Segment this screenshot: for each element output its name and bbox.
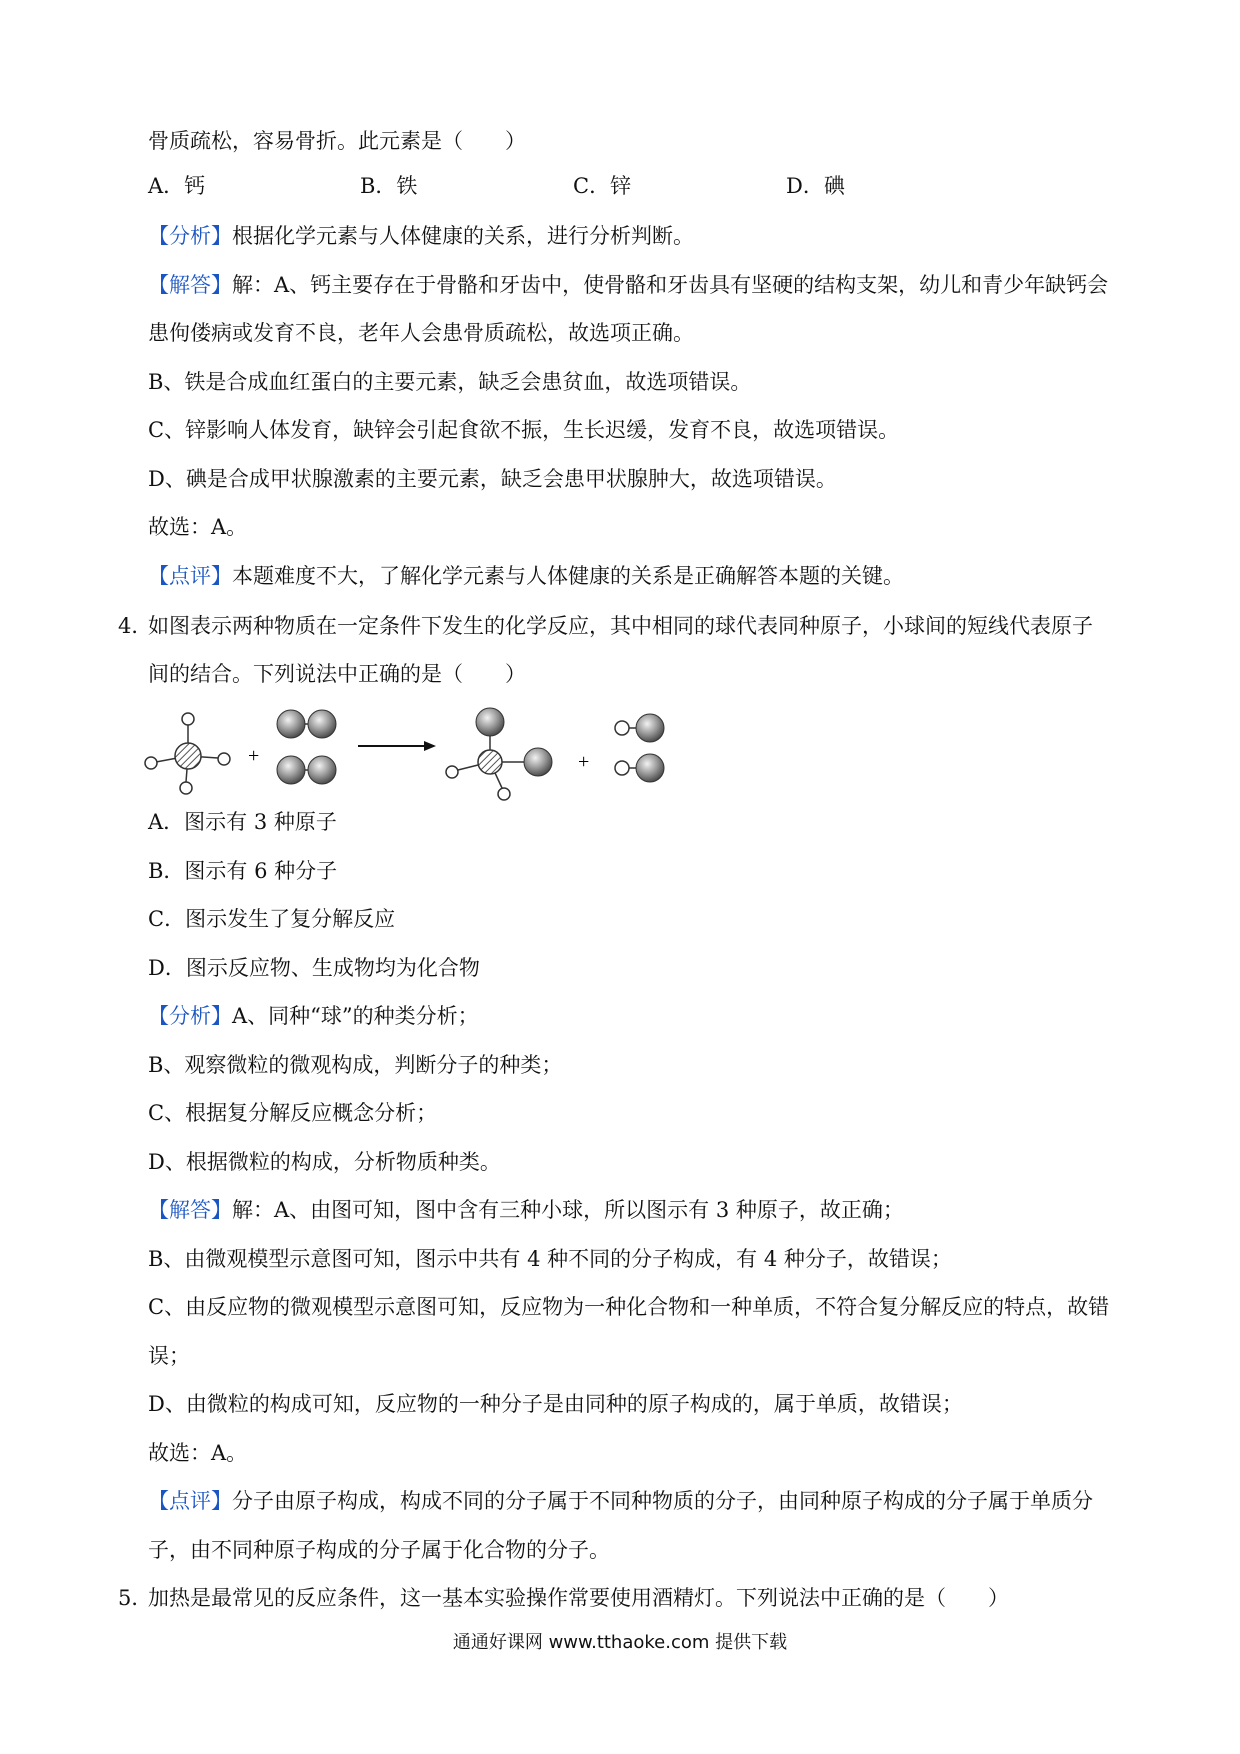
q5-stem: 加热是最常见的反应条件，这一基本实验操作常要使用酒精灯。下列说法中正确的是（ ） — [148, 1586, 1009, 1610]
q4-analysis-line-2: B、观察微粒的微观构成，判断分子的种类； — [148, 1053, 563, 1077]
q4-number: 4． — [118, 614, 153, 638]
small-atom — [615, 721, 629, 735]
hatched-atom — [175, 743, 201, 769]
q4-option-c: C．图示发生了复分解反应 — [148, 907, 396, 931]
q4-answer-line-1 — [148, 1195, 904, 1225]
q3-answer-line-3: B、铁是合成血红蛋白的主要元素，缺乏会患贫血，故选项错误。 — [148, 370, 752, 394]
product-diatomic-molecules — [615, 714, 664, 782]
q3-answer-line-1 — [148, 270, 1108, 300]
answer-tag: 【解答】 — [148, 1198, 232, 1222]
q3-comment — [148, 561, 904, 591]
q3-option-d: D．碘 — [786, 174, 845, 198]
page-footer: 通通好课网 www.tthaoke.com 提供下载 — [452, 1632, 788, 1653]
q3-option-a: A．钙 — [148, 174, 206, 198]
comment-tag: 【点评】 — [148, 1489, 232, 1513]
analysis-tag: 【分析】 — [148, 1004, 232, 1028]
plus-sign: + — [248, 745, 260, 767]
q3-answer-line-6: 故选：A。 — [148, 515, 248, 539]
small-atom — [180, 782, 192, 794]
q3-answer-line-2: 患佝偻病或发育不良，老年人会患骨质疏松，故选项正确。 — [148, 321, 694, 345]
comment-text: 分子由原子构成，构成不同的分子属于不同种物质的分子，由同种原子构成的分子属于单质分 — [232, 1489, 1093, 1513]
comment-tag: 【点评】 — [148, 564, 232, 588]
q3-option-b: B．铁 — [360, 174, 418, 198]
q3-answer-line-5: D、碘是合成甲状腺激素的主要元素，缺乏会患甲状腺肿大，故选项错误。 — [148, 467, 837, 491]
large-atom — [636, 754, 664, 782]
answer-tag: 【解答】 — [148, 273, 232, 297]
q4-answer-line-4: 误； — [148, 1344, 190, 1368]
analysis-text: 根据化学元素与人体健康的关系，进行分析判断。 — [232, 224, 694, 248]
small-atom — [615, 761, 629, 775]
q4-answer-line-2: B、由微观模型示意图可知，图示中共有 4 种不同的分子构成，有 4 种分子，故错误； — [148, 1247, 952, 1271]
q4-option-b: B．图示有 6 种分子 — [148, 859, 338, 883]
large-atom — [277, 756, 305, 784]
answer-text: 解：A、钙主要存在于骨骼和牙齿中，使骨骼和牙齿具有坚硬的结构支架，幼儿和青少年缺钙会 — [232, 273, 1109, 297]
small-atom — [446, 766, 458, 778]
large-atom — [636, 714, 664, 742]
q4-stem-line-1: 如图表示两种物质在一定条件下发生的化学反应，其中相同的球代表同种原子，小球间的短线代表原子 — [148, 614, 1093, 638]
q4-option-d: D．图示反应物、生成物均为化合物 — [148, 956, 480, 980]
large-atom — [277, 710, 305, 738]
q4-analysis-line-4: D、根据微粒的构成，分析物质种类。 — [148, 1150, 501, 1174]
q3-stem-tail: 骨质疏松，容易骨折。此元素是（ ） — [148, 129, 526, 153]
comment-text: 本题难度不大，了解化学元素与人体健康的关系是正确解答本题的关键。 — [232, 564, 904, 588]
q4-comment-line-1 — [148, 1486, 1093, 1516]
q3-option-c: C．锌 — [573, 174, 632, 198]
answer-text: 解：A、由图可知，图中含有三种小球，所以图示有 3 种原子，故正确； — [232, 1198, 904, 1222]
hatched-atom — [478, 750, 502, 774]
q4-answer-line-6: 故选：A。 — [148, 1441, 248, 1465]
q4-stem-line-2: 间的结合。下列说法中正确的是（ ） — [148, 662, 526, 686]
reactant-diatomic-molecules — [277, 710, 336, 784]
small-atom — [145, 757, 157, 769]
large-atom — [308, 710, 336, 738]
small-atom — [218, 753, 230, 765]
reactant-methane-molecule — [145, 713, 230, 794]
q4-analysis-line-1 — [148, 1001, 479, 1031]
large-atom — [524, 748, 552, 776]
reaction-arrow — [358, 741, 436, 751]
q4-answer-line-5: D、由微粒的构成可知，反应物的一种分子是由同种的原子构成的，属于单质，故错误； — [148, 1392, 963, 1416]
small-atom — [498, 788, 510, 800]
reaction-diagram — [140, 700, 700, 810]
small-atom — [182, 713, 194, 725]
q4-comment-line-2: 子，由不同种原子构成的分子属于化合物的分子。 — [148, 1538, 610, 1562]
q4-analysis-line-3: C、根据复分解反应概念分析； — [148, 1101, 438, 1125]
large-atom — [476, 708, 504, 736]
q4-answer-line-3: C、由反应物的微观模型示意图可知，反应物为一种化合物和一种单质，不符合复分解反应的特点，故错 — [148, 1295, 1110, 1319]
product-substituted-molecule — [446, 708, 552, 800]
q3-analysis — [148, 221, 694, 251]
q4-option-a: A．图示有 3 种原子 — [148, 810, 337, 834]
plus-sign: + — [578, 751, 590, 773]
q5-number: 5． — [118, 1586, 153, 1610]
large-atom — [308, 756, 336, 784]
analysis-text: A、同种“球”的种类分析； — [232, 1004, 479, 1028]
analysis-tag: 【分析】 — [148, 224, 232, 248]
q3-answer-line-4: C、锌影响人体发育，缺锌会引起食欲不振，生长迟缓，发育不良，故选项错误。 — [148, 418, 900, 442]
